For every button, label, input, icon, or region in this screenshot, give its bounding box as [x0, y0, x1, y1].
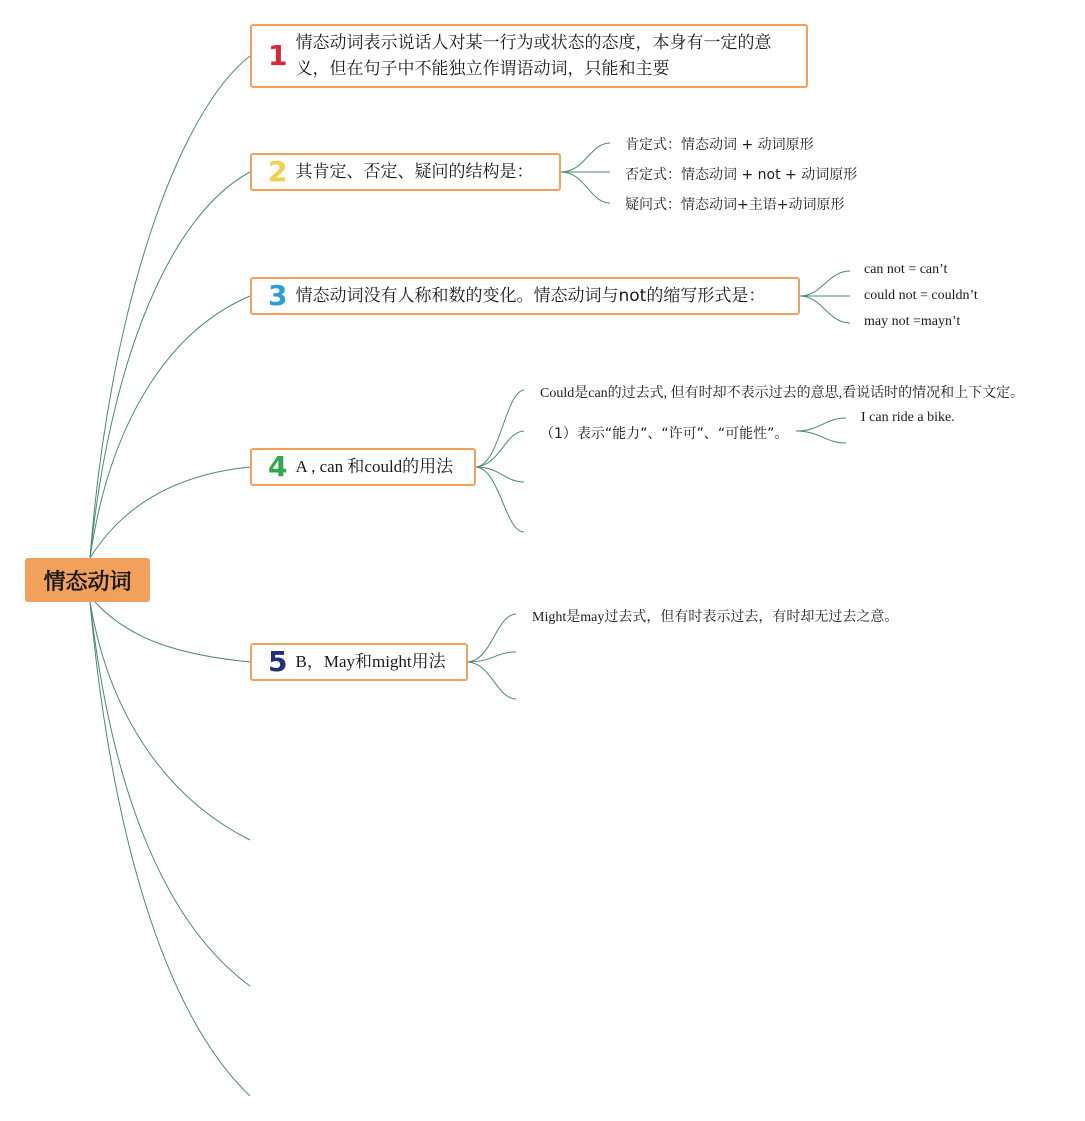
can-usage-1[interactable]: （1）表示“能力”、“许可”、“可能性”。	[540, 426, 789, 442]
number-2-icon: 2	[268, 155, 288, 188]
topic-1-text: 情态动词表示说话人对某一行为或状态的态度，本身有一定的意义，但在句子中不能独立作谓语动词，只能和主要	[295, 33, 772, 79]
root-link-8	[90, 602, 250, 1096]
topic-2-text: 其肯定、否定、疑问的结构是：	[295, 162, 534, 182]
root-link-4	[90, 467, 250, 558]
topic-4[interactable]	[250, 448, 476, 486]
topic-4-text: A , can 和could的用法	[295, 457, 454, 476]
t5-link-2	[468, 652, 516, 662]
t3-link-1	[800, 271, 850, 296]
structure-question[interactable]: 疑问式：情态动词+主语+动词原形	[625, 197, 845, 213]
root-node[interactable]	[25, 558, 150, 602]
usage-link-1	[796, 418, 846, 431]
topic-2[interactable]	[250, 153, 561, 191]
can-example[interactable]: I can ride a bike.	[861, 410, 955, 425]
number-1-icon: 1	[268, 39, 288, 72]
t4-link-1	[476, 390, 524, 467]
t4-link-4	[476, 467, 524, 532]
number-4-icon: 4	[268, 450, 288, 483]
topic-5-text: B，May和might用法	[295, 652, 446, 671]
could-note[interactable]: Could是can的过去式, 但有时却不表示过去的意思,看说话时的情况和上下文定。	[540, 386, 1025, 401]
topic-1[interactable]	[250, 24, 808, 88]
root-link-2	[90, 172, 250, 558]
t5-link-1	[468, 614, 516, 662]
root-link-6	[90, 602, 250, 840]
structure-affirmative[interactable]: 肯定式：情态动词 + 动词原形	[625, 137, 814, 153]
t2-link-1	[561, 143, 610, 172]
root-link-3	[90, 296, 250, 558]
t2-link-3	[561, 172, 610, 203]
t5-link-3	[468, 662, 516, 699]
topic-3[interactable]	[250, 277, 800, 315]
root-link-1	[90, 56, 250, 558]
t4-link-2	[476, 431, 524, 467]
contraction-maynt[interactable]: may not =mayn’t	[864, 314, 961, 329]
root-label: 情态动词	[43, 569, 132, 595]
topic-3-text: 情态动词没有人称和数的变化。情态动词与not的缩写形式是：	[295, 286, 766, 306]
contraction-couldnt[interactable]: could not = couldn’t	[864, 288, 978, 303]
number-5-icon: 5	[268, 645, 288, 678]
might-note[interactable]: Might是may过去式，但有时表示过去，有时却无过去之意。	[532, 610, 899, 625]
usage-link-2	[796, 431, 846, 443]
number-3-icon: 3	[268, 279, 288, 312]
structure-negative[interactable]: 否定式：情态动词 + not + 动词原形	[625, 167, 858, 183]
contraction-cant[interactable]: can not = can’t	[864, 262, 948, 277]
topic-5[interactable]	[250, 643, 468, 681]
root-link-5	[95, 602, 250, 662]
t3-link-3	[800, 296, 850, 323]
